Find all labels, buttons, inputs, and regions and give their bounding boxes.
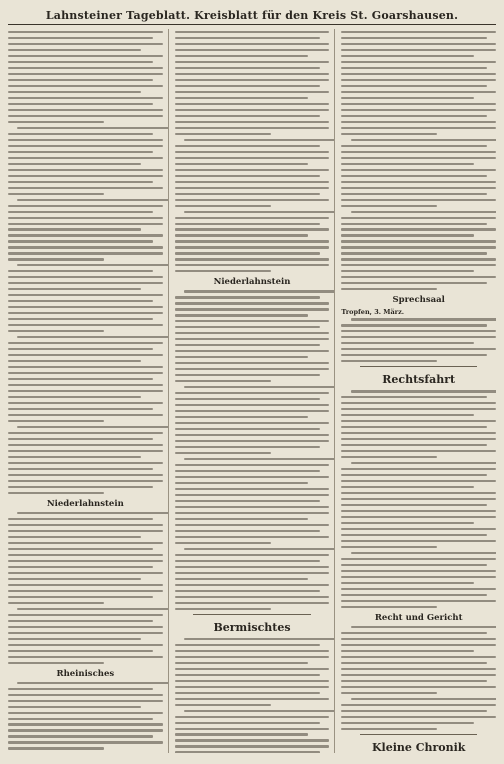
section-heading: Niederlahnstein (46, 498, 124, 509)
section-heading: Kleine Chronik (371, 740, 466, 753)
columns (8, 29, 496, 753)
article-block (341, 390, 496, 608)
article-block (341, 318, 496, 362)
divider (360, 366, 478, 367)
section-heading: Bermischtes (213, 620, 291, 634)
divider (360, 734, 478, 735)
section-heading: Recht und Gericht (374, 612, 463, 623)
article-block (175, 290, 330, 609)
section-heading: Niederlahnstein (213, 277, 291, 288)
masthead-title: Lahnsteiner Tageblatt. Kreisblatt für den Kreis St. Goarshausen. (8, 6, 496, 25)
divider (193, 614, 311, 615)
article-block (341, 31, 496, 290)
article-block (175, 31, 330, 272)
section-heading: Rheinisches (56, 668, 115, 679)
article-block (8, 682, 163, 753)
column-left (8, 29, 169, 753)
section-heading: Sprechsaal (392, 295, 445, 306)
column-right (341, 29, 496, 753)
article-block (341, 626, 496, 730)
article-block (175, 638, 330, 753)
section-heading: Rechtsfahrt (382, 373, 456, 387)
article-block (8, 31, 163, 494)
article-block (8, 512, 163, 664)
dateline: Tropfen, 3. März. (341, 308, 405, 317)
column-middle (175, 29, 336, 753)
